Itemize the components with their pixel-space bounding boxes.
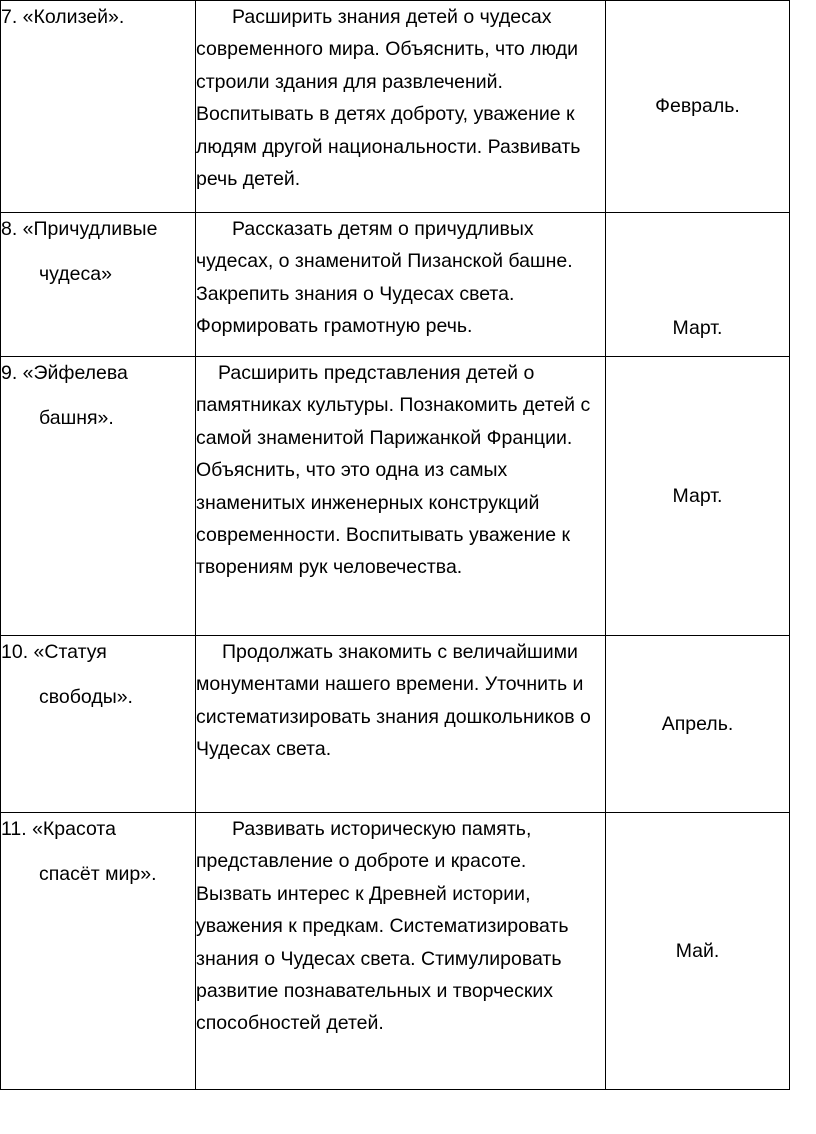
month-text: Февраль. xyxy=(655,95,740,118)
month-cell xyxy=(606,1,790,213)
description-text: Рассказать детям о причудливых чудесах, о знаменитой Пизанской башне. Закрепить знания о Чудесах света. Формировать грамотную речь. xyxy=(196,218,573,338)
month-cell xyxy=(606,213,790,357)
description-cell xyxy=(196,813,606,1090)
table-row xyxy=(1,1,790,213)
description-text: Расширить знания детей о чудесах современного мира. Объяснить, что люди строили здания для развлечений. Воспитывать в детях доброту, уважение к людям другой национальности. Развивать речь детей. xyxy=(196,6,581,191)
month-cell xyxy=(606,813,790,1090)
topic-title-continued: свободы». xyxy=(39,686,133,709)
topic-title-continued: чудеса» xyxy=(39,263,112,286)
description-text: Продолжать знакомить с величайшими монументами нашего времени. Уточнить и систематизировать знания дошкольников о Чудесах света. xyxy=(196,641,591,761)
topic-cell xyxy=(1,636,196,813)
month-text: Март. xyxy=(672,484,723,507)
description-cell xyxy=(196,357,606,636)
topic-title: 11. «Красота xyxy=(1,818,116,840)
topic-title: 7. «Колизей». xyxy=(1,6,125,28)
table-row xyxy=(1,357,790,636)
month-cell xyxy=(606,357,790,636)
topic-cell xyxy=(1,1,196,213)
table-row xyxy=(1,813,790,1090)
description-cell xyxy=(196,636,606,813)
table-row xyxy=(1,636,790,813)
description-cell xyxy=(196,213,606,357)
topic-title-continued: башня». xyxy=(39,407,114,430)
topic-cell xyxy=(1,213,196,357)
topic-title: 8. «Причудливые xyxy=(1,218,158,240)
month-text: Май. xyxy=(675,939,720,962)
description-text: Развивать историческую память, представление о доброте и красоте. Вызвать интерес к Древней истории, уважения к предкам. Систематизировать знания о Чудесах света. Стимулировать развитие познавательных и творческих способностей детей. xyxy=(196,818,569,1035)
topic-title-continued: спасёт мир». xyxy=(39,863,157,886)
month-text: Март. xyxy=(672,316,723,339)
month-cell xyxy=(606,636,790,813)
topic-title: 9. «Эйфелева xyxy=(1,362,128,384)
month-text: Апрель. xyxy=(661,712,734,735)
topic-cell xyxy=(1,357,196,636)
topic-title: 10. «Статуя xyxy=(1,641,107,663)
description-text: Расширить представления детей о памятниках культуры. Познакомить детей с самой знаменитой Парижанкой Франции. Объяснить, что это одна из самых знаменитых инженерных конструкций современности. Воспитывать уважение к творениям рук человечества. xyxy=(196,362,591,579)
topic-cell xyxy=(1,813,196,1090)
description-cell xyxy=(196,1,606,213)
table-row xyxy=(1,213,790,357)
